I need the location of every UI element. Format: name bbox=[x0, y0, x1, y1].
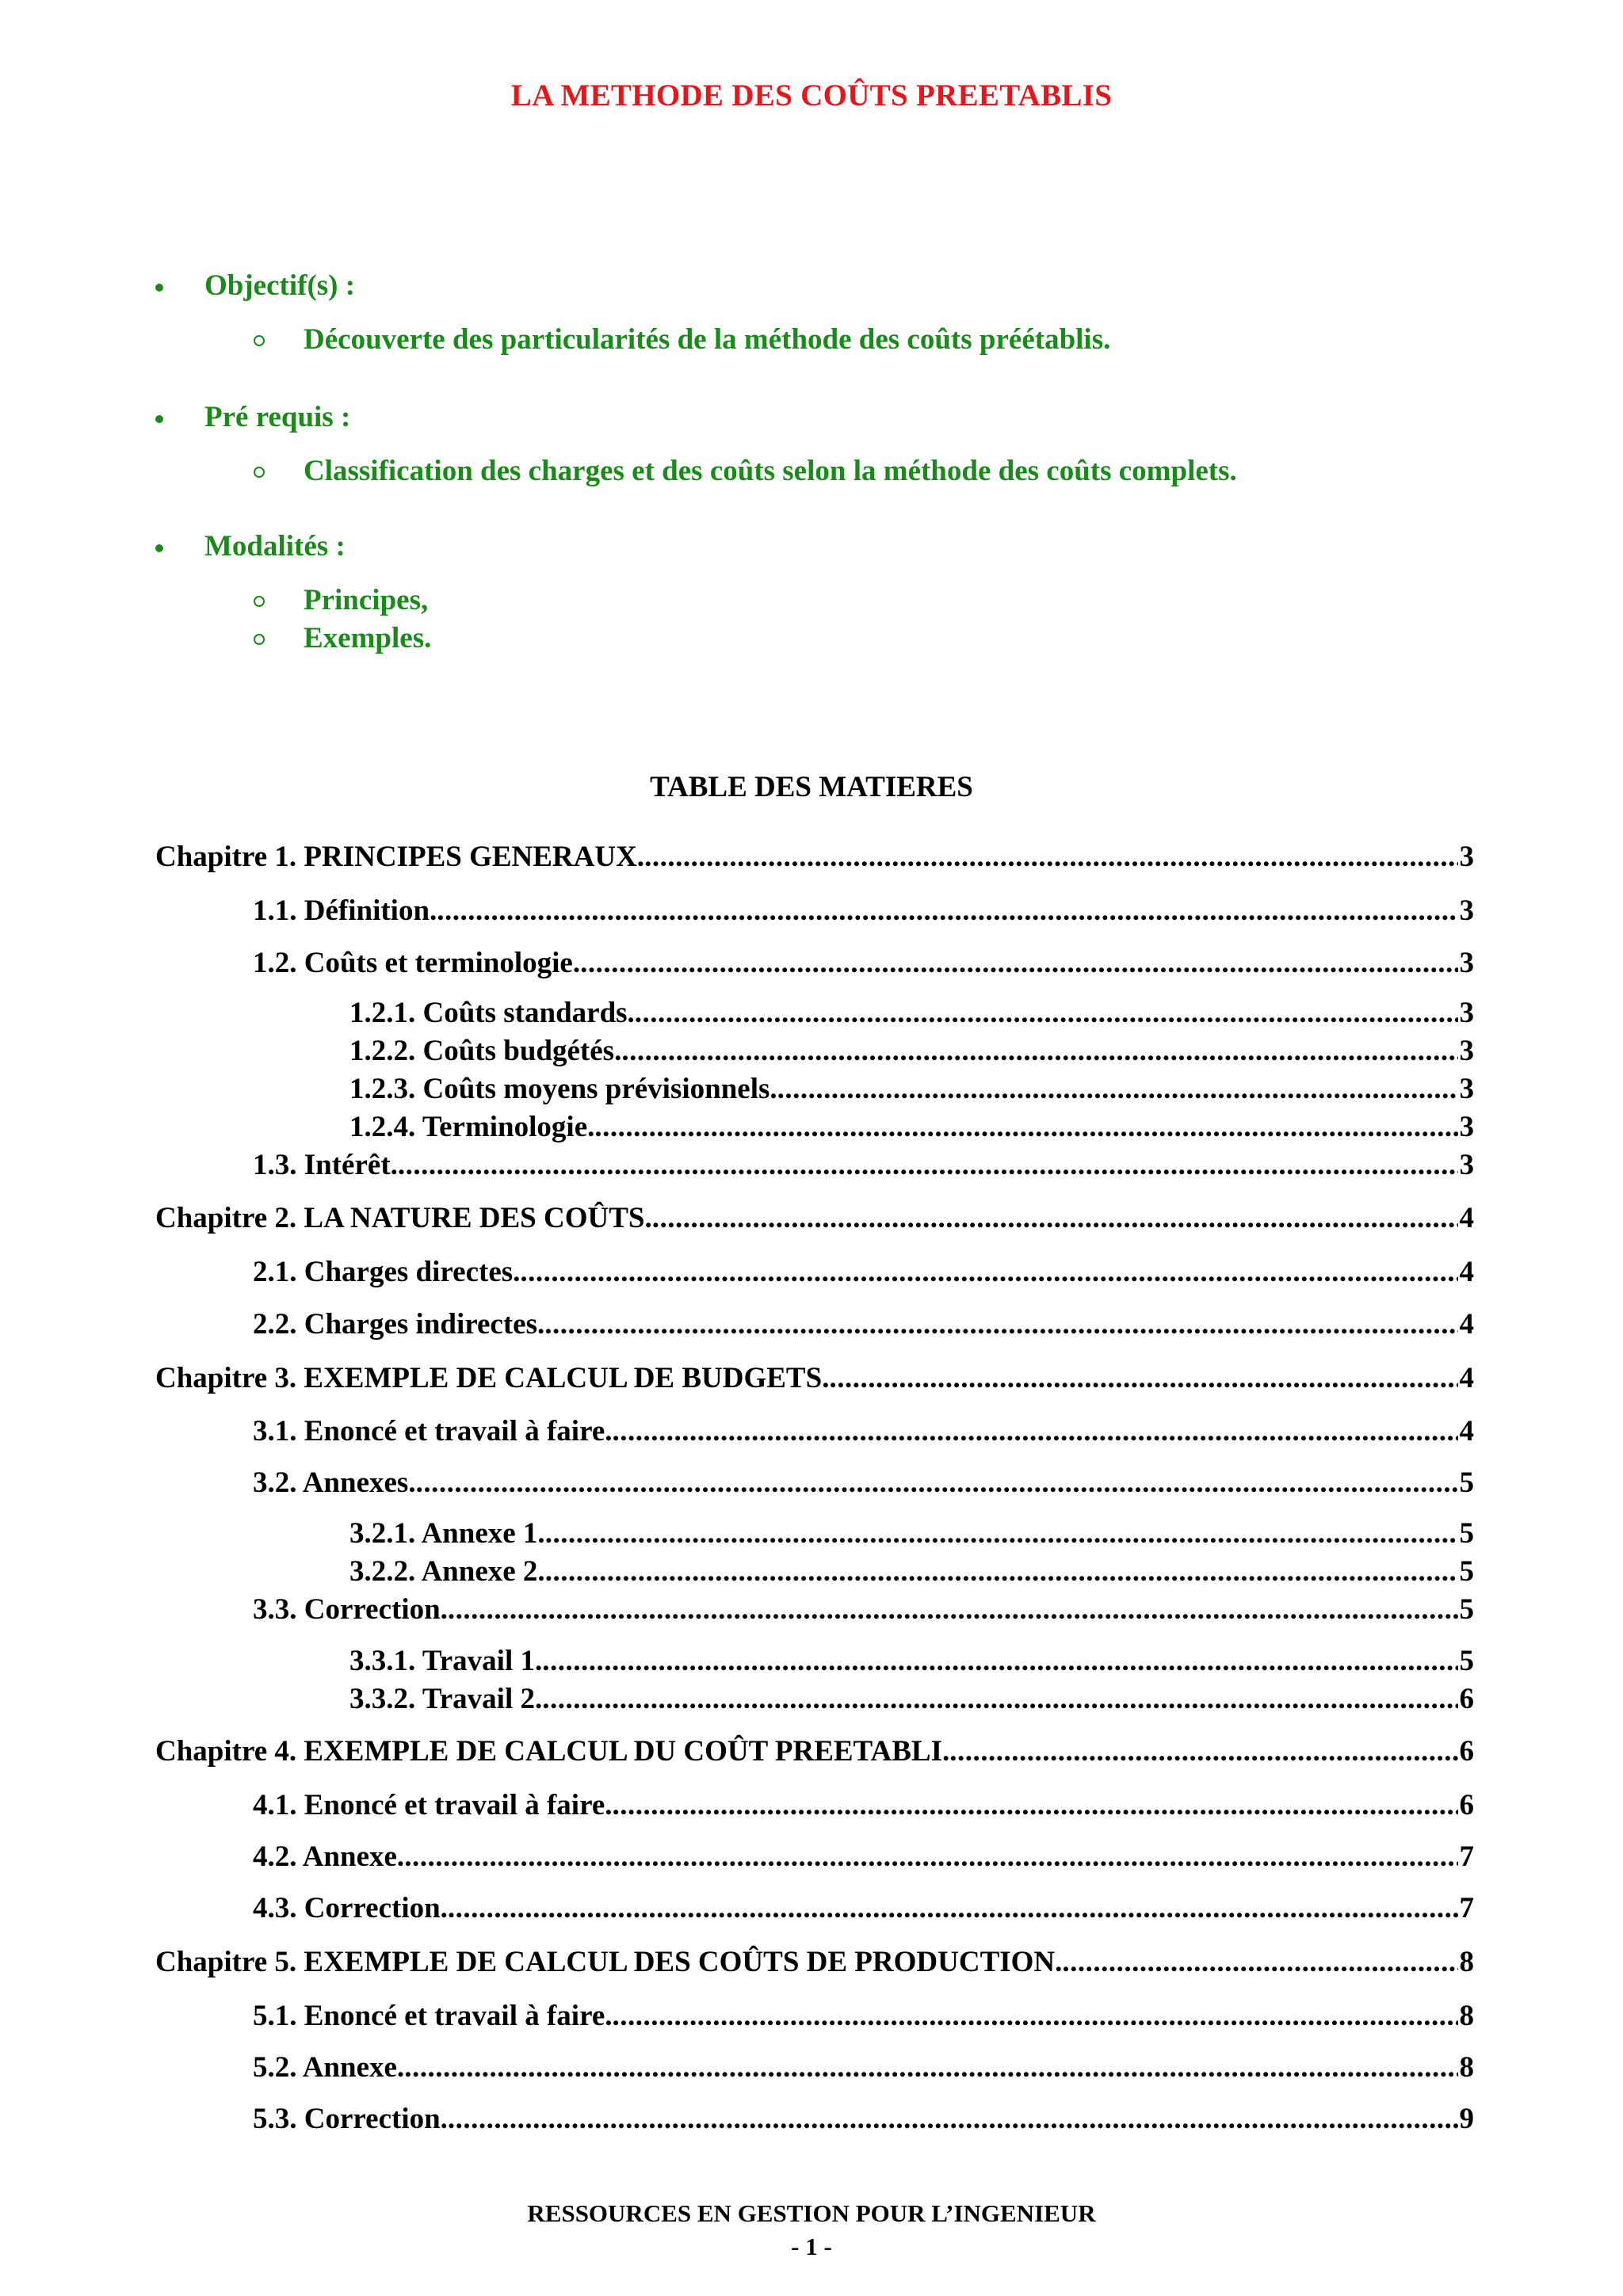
footer-text: RESSOURCES EN GESTION POUR L’INGENIEUR bbox=[527, 2199, 1096, 2227]
toc-entry[interactable]: 3.2.2. Annexe 2. ..... 5 bbox=[349, 1554, 1474, 1589]
toc-entry[interactable]: Chapitre 2. LA NATURE DES COÛTS. ..... 4 bbox=[155, 1201, 1474, 1236]
toc-entry[interactable]: 1.1. Définition. ..... 3 bbox=[253, 894, 1474, 929]
toc-entry[interactable]: 1.2. Coûts et terminologie. ..... 3 bbox=[253, 946, 1474, 981]
toc-entry[interactable]: Chapitre 5. EXEMPLE DE CALCUL DES COÛTS DE PRODUCTION. ..... 8 bbox=[155, 1945, 1474, 1980]
bullet-icon bbox=[155, 415, 163, 423]
prerequisite-heading: Pré requis : bbox=[155, 400, 1503, 440]
page-number: - 1 - bbox=[791, 2233, 832, 2260]
toc-entry[interactable]: 3.2.1. Annexe 1. ..... 5 bbox=[349, 1516, 1474, 1551]
toc-entry[interactable]: 1.2.3. Coûts moyens prévisionnels. ..... 3 bbox=[349, 1072, 1474, 1107]
modalities-heading: Modalités : bbox=[155, 529, 1503, 569]
toc-entry[interactable]: Chapitre 1. PRINCIPES GENERAUX. ..... 3 bbox=[155, 840, 1474, 875]
modalities-item: Principes, bbox=[155, 583, 1503, 623]
toc-entry[interactable]: 3.3.1. Travail 1. ..... 5 bbox=[349, 1644, 1474, 1679]
circle-bullet-icon bbox=[254, 596, 265, 607]
toc-entry[interactable]: 1.2.2. Coûts budgétés. ..... 3 bbox=[349, 1034, 1474, 1069]
toc-entry[interactable]: 5.2. Annexe. ..... 8 bbox=[253, 2050, 1474, 2085]
toc-entry[interactable]: 3.1. Enoncé et travail à faire. ..... 4 bbox=[253, 1414, 1474, 1449]
toc-entry[interactable]: 1.2.4. Terminologie. ..... 3 bbox=[349, 1110, 1474, 1145]
bullet-icon bbox=[155, 544, 163, 552]
toc-entry[interactable]: 5.1. Enoncé et travail à faire. ..... 8 bbox=[253, 1999, 1474, 2034]
toc-entry[interactable]: 1.3. Intérêt. ..... 3 bbox=[253, 1148, 1474, 1183]
toc-entry[interactable]: Chapitre 4. EXEMPLE DE CALCUL DU COÛT PREETABLI. ..... 6 bbox=[155, 1734, 1474, 1769]
document-title: LA METHODE DES COÛTS PREETABLIS bbox=[510, 78, 1113, 113]
objective-item: Découverte des particularités de la méthode des coûts préétablis. bbox=[155, 322, 1503, 362]
toc-entry[interactable]: 4.3. Correction. ..... 7 bbox=[253, 1891, 1474, 1926]
toc-entry[interactable]: 1.2.1. Coûts standards. ..... 3 bbox=[349, 996, 1474, 1031]
toc-entry[interactable]: 3.2. Annexes. ..... 5 bbox=[253, 1466, 1474, 1501]
modalities-item: Exemples. bbox=[155, 621, 1503, 661]
objective-heading: Objectif(s) : bbox=[155, 269, 1503, 308]
toc-heading: TABLE DES MATIERES bbox=[650, 771, 973, 803]
toc-entry[interactable]: 2.1. Charges directes. ..... 4 bbox=[253, 1255, 1474, 1290]
toc-entry[interactable]: 2.2. Charges indirectes. ..... 4 bbox=[253, 1307, 1474, 1342]
prerequisite-item: Classification des charges et des coûts selon la méthode des coûts complets. bbox=[155, 454, 1503, 494]
toc-entry[interactable]: Chapitre 3. EXEMPLE DE CALCUL DE BUDGETS. ..... 4 bbox=[155, 1361, 1474, 1396]
circle-bullet-icon bbox=[254, 335, 265, 346]
circle-bullet-icon bbox=[254, 634, 265, 645]
circle-bullet-icon bbox=[254, 467, 265, 478]
toc-entry[interactable]: 4.1. Enoncé et travail à faire. ..... 6 bbox=[253, 1788, 1474, 1823]
bullet-icon bbox=[155, 284, 163, 292]
toc-entry[interactable]: 3.3. Correction. ..... 5 bbox=[253, 1592, 1474, 1627]
toc-entry[interactable]: 3.3.2. Travail 2. ..... 6 bbox=[349, 1682, 1474, 1717]
toc-entry[interactable]: 4.2. Annexe. ..... 7 bbox=[253, 1840, 1474, 1875]
toc-entry[interactable]: 5.3. Correction. ..... 9 bbox=[253, 2102, 1474, 2137]
